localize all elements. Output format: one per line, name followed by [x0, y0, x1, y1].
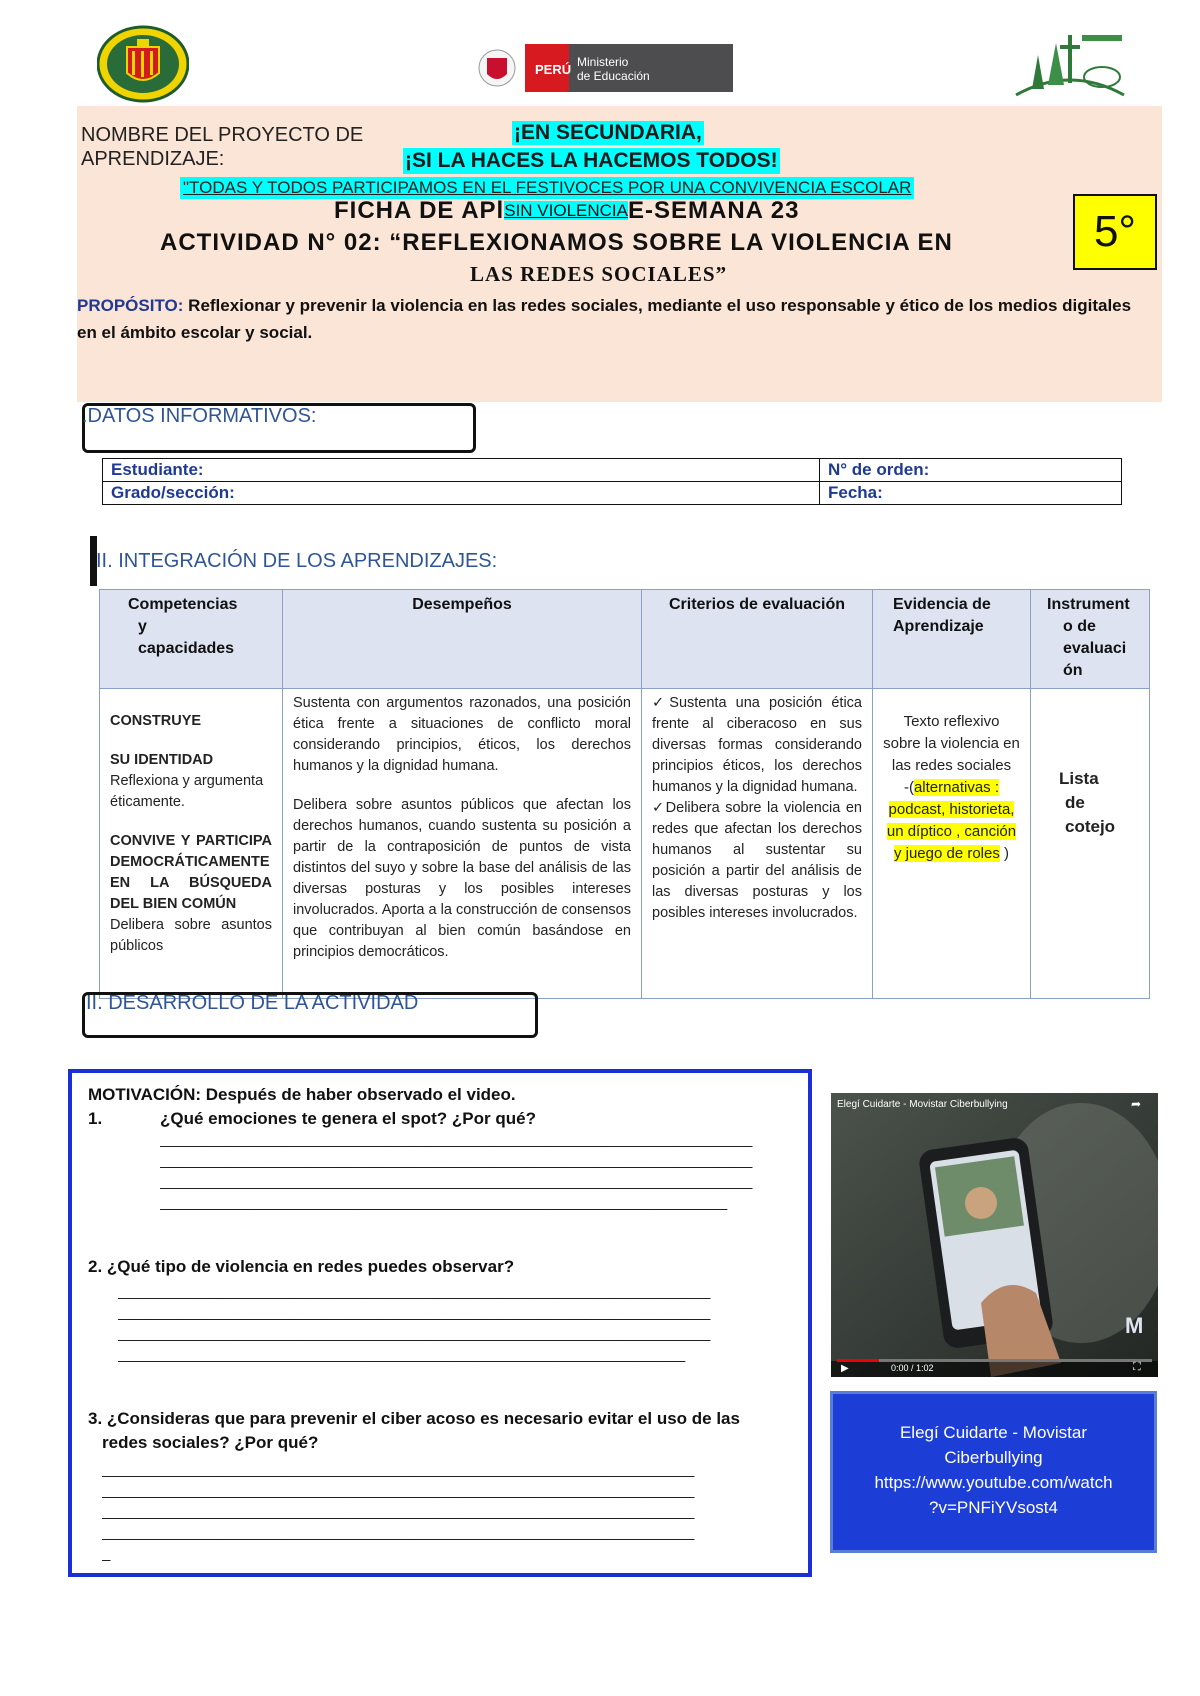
student-info-table — [102, 458, 1122, 505]
answer-lines-q3[interactable]: _______________________________________________________________________ _______________________________________________________________________ _______________________________________________________________________ _______________________________________________________________________ _ — [102, 1461, 695, 1562]
question2-text: 2. ¿Qué tipo de violencia en redes puedes observar? — [88, 1257, 515, 1276]
competencias-cell: CONSTRUYE SU IDENTIDAD Reflexiona y argumenta éticamente. CONVIVE Y PARTICIPA DEMOCRÁTICAMENTE EN LA BÚSQUEDA DEL BIEN COMÚN Delibera sobre asuntos públicos — [100, 689, 283, 999]
project-subtitle: "TODAS Y TODOS PARTICIPAMOS EN EL FESTIVOCES POR UNA CONVIVENCIA ESCOLAR — [180, 177, 914, 199]
project-title-line2: ¡SI LA HACES LA HACEMOS TODOS! — [405, 149, 778, 172]
desempenos-cell: Sustenta con argumentos razonados, una posición ética frente a situaciones de conflicto moral considerando principios, éticos, los derechos humanos y la dignidad humana. Delibera sobre asuntos públicos que afectan los derechos humanos, cuando sustenta su posición a partir de la contraposición de puntos de vista distintos del suyo y sobre la base del análisis de las diversas posturas y los posibles intereses involucrados. Aporta a la construcción de consensos que contribuyan al bien común basándose en principios democráticos. — [283, 689, 642, 999]
section3-title: II. DESARROLLO DE LA ACTIVIDAD — [86, 992, 419, 1014]
video-link-box[interactable]: Elegí Cuidarte - Movistar Ciberbullying https://www.youtube.com/watch ?v=PNFiYVsost4 — [830, 1391, 1157, 1553]
section1-title: .DATOS INFORMATIVOS: — [82, 405, 317, 427]
evidence-alternatives: alternativas : podcast, historieta, un díptico , canción y juego de roles — [886, 779, 1017, 862]
minedu-name-line1: Ministerio — [577, 55, 629, 69]
question1-number: 1. — [88, 1109, 103, 1128]
video-thumbnail[interactable] — [831, 1093, 1158, 1377]
sin-violencia-label: SIN VIOLENCIA — [504, 201, 628, 220]
video-title-overlay: Elegí Cuidarte - Movistar Ciberbullying — [837, 1099, 1008, 1110]
header-desempenos: Desempeños — [283, 590, 642, 689]
section2-title: II. INTEGRACIÓN DE LOS APRENDIZAJES: — [96, 550, 498, 572]
student-name-field[interactable]: Estudiante: — [103, 459, 820, 482]
movistar-logo: M — [1125, 1313, 1144, 1338]
header-evidencia: Evidencia de Aprendizaje — [873, 590, 1031, 689]
minedu-country-text: PERÚ — [535, 62, 572, 77]
question3-text-line2: redes sociales? ¿Por qué? — [102, 1433, 319, 1452]
header-criterios: Criterios de evaluación — [642, 590, 873, 689]
header-competencias: Competencias y capacidades — [100, 590, 283, 689]
play-icon[interactable]: ▶ — [841, 1363, 849, 1374]
question3-text-line1: 3. ¿Consideras que para prevenir el ciber acoso es necesario evitar el uso de las — [88, 1409, 740, 1428]
header-instrumento: Instrument o de evaluaci ón — [1031, 590, 1150, 689]
activity-title-line2: LAS REDES SOCIALES” — [470, 262, 728, 286]
question1-text: ¿Qué emociones te genera el spot? ¿Por qué? — [160, 1109, 536, 1128]
school-crest-logo — [97, 25, 189, 103]
minedu-logo — [477, 40, 735, 96]
ugel-logo — [1012, 25, 1128, 101]
answer-lines-q2[interactable]: _______________________________________________________________________ _______________________________________________________________________ _______________________________________________________________________ ____________________________________________________________________ — [118, 1283, 711, 1363]
video-frame — [831, 1093, 1158, 1377]
motivation-box — [68, 1069, 812, 1577]
order-number-field[interactable]: N° de orden: — [820, 459, 1122, 482]
answer-lines-q1[interactable]: _______________________________________________________________________ _______________________________________________________________________ _______________________________________________________________________ ____________________________________________________________________ — [160, 1131, 753, 1211]
ficha-title: FICHA DE APl$^{SIN VIOLENCIA}$E-SEMANA 23 — [334, 197, 800, 224]
criterios-cell: ✓Sustenta una posición ética frente al ciberacoso en sus diversas formas considerando principios éticos, los derechos humanos y la dignidad humana. ✓Delibera sobre la violencia en redes que afectan los derechos humanos al sustentar su posición a partir del análisis de las diversas posturas y los posibles intereses involucrados. — [642, 689, 873, 999]
minedu-name-line2: de Educación — [577, 69, 650, 83]
date-field[interactable]: Fecha: — [820, 482, 1122, 505]
evidencia-cell: Texto reflexivo sobre la violencia en las redes sociales -(alternativas : podcast, historieta, un díptico , canción y juego de roles ) — [873, 689, 1031, 999]
grade-badge: 5° — [1073, 194, 1157, 270]
competencies-table — [99, 589, 1150, 999]
video-time: 0:00 / 1:02 — [891, 1363, 934, 1373]
instrumento-cell: Lista de cotejo — [1031, 689, 1150, 999]
activity-title-line1: ACTIVIDAD N° 02: “REFLEXIONAMOS SOBRE LA VIOLENCIA EN — [160, 229, 953, 256]
purpose-text: PROPÓSITO: Reflexionar y prevenir la violencia en las redes sociales, mediante el uso responsable y ético de los medios digitales en el ámbito escolar y social. — [77, 296, 1132, 342]
share-icon[interactable]: ➦ — [1131, 1097, 1142, 1111]
video-url: https://www.youtube.com/watch — [874, 1473, 1113, 1492]
project-title-line1: ¡EN SECUNDARIA, — [514, 121, 702, 144]
motivation-intro: MOTIVACIÓN: Después de haber observado el video. — [88, 1085, 516, 1104]
project-label: NOMBRE DEL PROYECTO DE APRENDIZAJE: — [81, 124, 364, 170]
fullscreen-icon[interactable]: ⛶ — [1133, 1361, 1141, 1373]
purpose-label: PROPÓSITO: — [77, 296, 184, 315]
grade-section-field[interactable]: Grado/sección: — [103, 482, 820, 505]
